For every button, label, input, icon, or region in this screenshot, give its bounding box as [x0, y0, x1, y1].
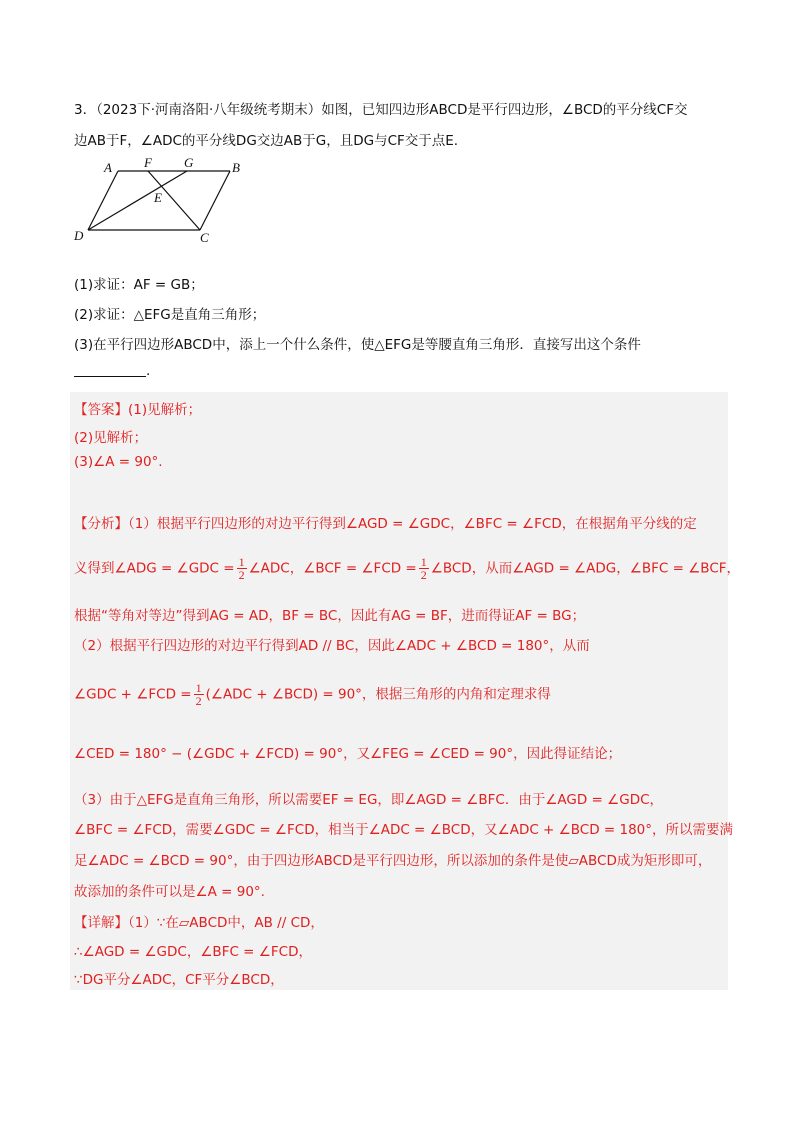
- answer-blank[interactable]: [74, 376, 146, 377]
- question-part-2: (2)求证：△EFG是直角三角形；: [74, 307, 266, 323]
- segment-bc: [200, 171, 230, 230]
- fraction-half: $\frac{1}{2}$: [195, 681, 202, 708]
- analysis-line-8: ∠BFC = ∠FCD，需要∠GDC = ∠FCD，相当于∠ADC = ∠BCD，又∠ADC + ∠BCD = 180°，所以需要满: [74, 822, 734, 838]
- analysis-line-2: 义得到∠ADG = ∠GDC = $\frac{1}{2}$ ∠ADC，∠BCF = ∠FCD = $\frac{1}{2}$ ∠BCD，从而∠AGD = ∠ADG，∠BFC = ∠BCF，: [74, 555, 741, 582]
- fraction-half: $\frac{1}{2}$: [420, 555, 427, 582]
- label-f: F: [144, 155, 152, 170]
- label-d: D: [74, 228, 84, 243]
- answer-2: (2)见解析；: [74, 430, 148, 446]
- analysis-line-6: ∠CED = 180° − (∠GDC + ∠FCD) = 90°，又∠FEG = ∠CED = 90°，因此得证结论；: [74, 746, 622, 762]
- label-b: B: [232, 160, 240, 175]
- analysis-line-4: （2）根据平行四边形的对边平行得到AD // BC，因此∠ADC + ∠BCD = 180°，从而: [74, 638, 590, 654]
- parallelogram-figure: [70, 152, 250, 244]
- answer-1: 【答案】(1)见解析；: [74, 402, 202, 418]
- label-a: A: [104, 160, 112, 175]
- label-c: C: [200, 230, 209, 244]
- analysis-line-5: ∠GDC + ∠FCD = $\frac{1}{2}$ (∠ADC + ∠BCD) = 90°，根据三角形的内角和定理求得: [74, 681, 551, 708]
- analysis-line-10: 故添加的条件可以是∠A = 90°.: [74, 884, 265, 900]
- question-line-1: 3．（2023下·河南洛阳·八年级统考期末）如图，已知四边形ABCD是平行四边形，∠BCD的平分线CF交: [74, 102, 688, 118]
- analysis-line-1: 【分析】（1）根据平行四边形的对边平行得到∠AGD = ∠GDC，∠BFC = ∠FCD，在根据角平分线的定: [74, 516, 697, 532]
- label-e: E: [154, 190, 162, 205]
- detail-line-3: ∵DG平分∠ADC，CF平分∠BCD，: [74, 972, 284, 988]
- question-part-1: (1)求证：AF = GB；: [74, 277, 204, 293]
- fraction-half: $\frac{1}{2}$: [238, 555, 245, 582]
- analysis-line-3: 根据“等角对等边”得到AG = AD，BF = BC，因此有AG = BF，进而得证AF = BG；: [74, 608, 586, 624]
- analysis-line-7: （3）由于△EFG是直角三角形，所以需要EF = EG，即∠AGD = ∠BFC．由于∠AGD = ∠GDC，: [74, 792, 664, 808]
- question-part-3: (3)在平行四边形ABCD中，添上一个什么条件，使△EFG是等腰直角三角形．直接写出这个条件: [74, 337, 641, 353]
- question-line-2: 边AB于F，∠ADC的平分线DG交边AB于G，且DG与CF交于点E.: [74, 133, 459, 149]
- analysis-line-9: 足∠ADC = ∠BCD = 90°，由于四边形ABCD是平行四边形，所以添加的条件是使▱ABCD成为矩形即可，: [74, 853, 712, 869]
- detail-line-2: ∴∠AGD = ∠GDC，∠BFC = ∠FCD，: [74, 944, 312, 960]
- label-g: G: [184, 155, 194, 170]
- detail-line-1: 【详解】（1）∵在▱ABCD中，AB // CD，: [74, 915, 324, 931]
- answer-blank-line: .: [74, 363, 150, 379]
- answer-3: (3)∠A = 90°.: [74, 454, 163, 470]
